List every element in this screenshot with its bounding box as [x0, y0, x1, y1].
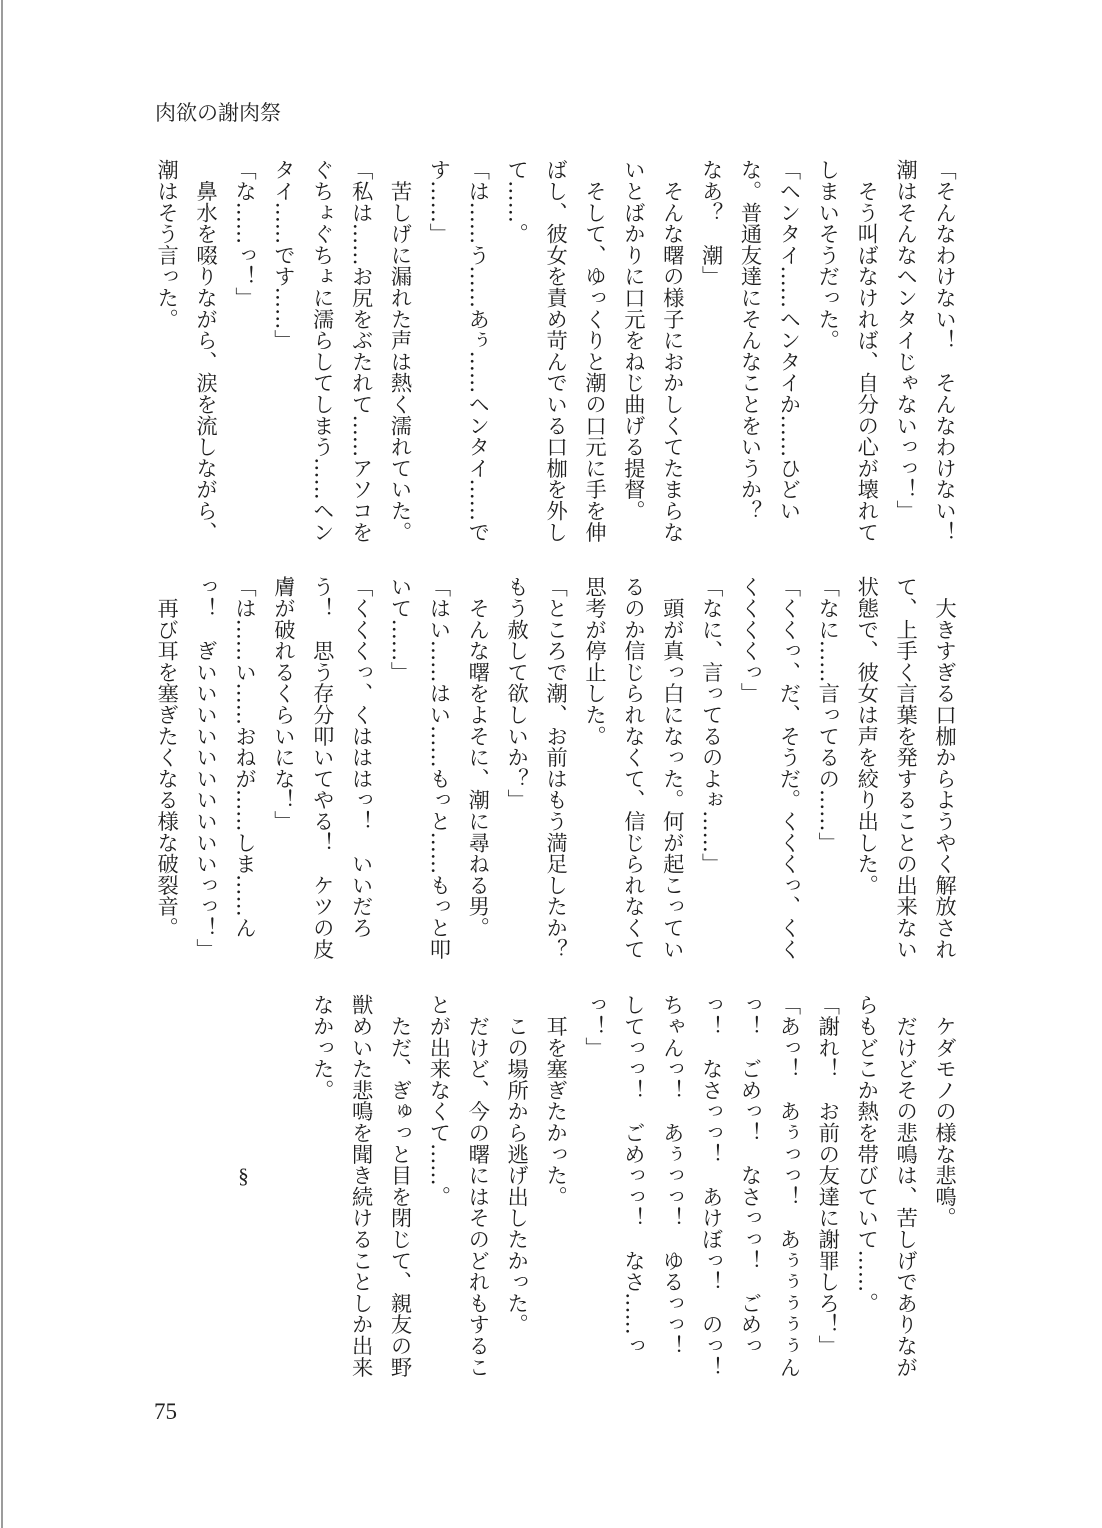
text-column: 再び耳を塞ぎたくなる様な破裂音。	[153, 576, 179, 939]
text-column: っ！」	[581, 994, 607, 1058]
text-column: っ！ なさっっ！ あけぼっ！ のっ！	[698, 994, 724, 1378]
text-column: 獣めいた悲鳴を聞き続けることしか出来	[348, 994, 374, 1378]
text-column: っ！ ごめっ！ なさっっ！ ごめっ	[737, 994, 763, 1357]
text-column: 「私は……お尻をぶたれて……アソコを	[348, 159, 374, 543]
text-column: とが出来なくて……。	[425, 994, 451, 1207]
text-column: 「なに……言ってるの……」	[814, 576, 840, 853]
text-column: ぐちょぐちょに濡らしてしまう……ヘン	[309, 159, 335, 543]
text-column: なあ？ 潮」	[698, 159, 724, 287]
text-column: るのか信じられなくて、信じられなくて	[620, 576, 646, 960]
text-column: そんな曙の様子におかしくてたまらな	[659, 159, 685, 543]
text-column: いて……」	[387, 576, 413, 683]
text-column: そして、ゆっくりと潮の口元に手を伸	[581, 159, 607, 543]
text-column: もう赦して欲しいか？」	[503, 576, 529, 811]
text-column: 「くくっ、だ、そうだ。くくくっ、くく	[775, 576, 801, 960]
text-column: ばし、彼女を責め苛んでいる口枷を外し	[542, 159, 568, 543]
text-column: 耳を塞ぎたかった。	[542, 994, 568, 1207]
text-column: 大きすぎる口枷からようやく解放され	[931, 576, 957, 960]
text-column: っ！ ぎいいいいいいいいいいっっ！」	[192, 576, 218, 960]
text-column: て、上手く言葉を発することの出来ない	[892, 576, 918, 960]
text-column: してっっ！ ごめっっ！ なさ……っ	[620, 994, 646, 1357]
text-tier-3	[146, 994, 963, 1378]
text-column: 膚が破れるくらいにな！」	[270, 576, 296, 832]
text-column: 鼻水を啜りながら、涙を流しながら、	[192, 159, 218, 543]
text-column: な。普通友達にそんなことをいうか？	[737, 159, 763, 522]
text-column: だけどその悲鳴は、苦しげでありなが	[892, 994, 918, 1378]
text-column: 苦しげに漏れた声は熱く濡れていた。	[387, 159, 413, 543]
text-column: す……」	[425, 159, 451, 245]
text-column: ちゃんっ！ あぅっっ！ ゆるっっ！	[659, 994, 685, 1357]
text-column: 潮はそう言った。	[153, 159, 179, 330]
section-break-mark: §	[231, 1164, 256, 1189]
text-column: ケダモノの様な悲鳴。	[931, 994, 957, 1229]
text-column: う！ 思う存分叩いてやる！ ケツの皮	[309, 576, 335, 960]
text-column: て……。	[503, 159, 529, 245]
text-column: 「あっ！ あぅっっ！ あぅぅぅぅぅん	[775, 994, 801, 1378]
text-column: この場所から逃げ出したかった。	[503, 994, 529, 1335]
text-column: らもどこか熱を帯びていて……。	[853, 994, 879, 1314]
text-column: 思考が停止した。	[581, 576, 607, 747]
text-column: 「は……う……あぅ……ヘンタイ……で	[464, 159, 490, 543]
text-column: 「なに、言ってるのよぉ……」	[698, 576, 724, 875]
text-column: しまいそうだった。	[814, 159, 840, 351]
text-column: ただ、ぎゅっと目を閉じて、親友の野	[387, 994, 413, 1378]
text-column: 「そんなわけない！ そんなわけない！	[931, 159, 957, 543]
text-column: 潮はそんなヘンタイじゃないっっ！」	[892, 159, 918, 522]
text-column: 「はい……はい……もっと……もっと叩	[425, 576, 451, 960]
text-column: タイ……です……」	[270, 159, 296, 351]
text-column: 状態で、彼女は声を絞り出した。	[853, 576, 879, 896]
page-edge-border	[1, 0, 3, 1528]
text-column: 「は……い……おねが……しま……ん	[231, 576, 257, 939]
text-column: くくくくっ」	[737, 576, 763, 704]
page-number: 75	[154, 1399, 177, 1424]
text-column: 「な……っ！」	[231, 159, 257, 309]
text-column: 「くくくっ、くはははっ！ いいだろ	[348, 576, 374, 939]
text-column: 「ところで潮、お前はもう満足したか？	[542, 576, 568, 960]
running-title: 肉欲の謝肉祭	[155, 101, 281, 125]
text-column: 「謝れ！ お前の友達に謝罪しろ！」	[814, 994, 840, 1357]
text-column: そんな曙をよそに、潮に尋ねる男。	[464, 576, 490, 939]
text-tier-1	[146, 159, 963, 543]
text-column: だけど、今の曙にはそのどれもするこ	[464, 994, 490, 1378]
text-column: 頭が真っ白になった。何が起こってい	[659, 576, 685, 960]
text-column: 「ヘンタイ……ヘンタイか……ひどい	[775, 159, 801, 522]
text-column: なかった。	[309, 994, 335, 1101]
text-tier-2	[146, 576, 963, 960]
text-column: そう叫ばなければ、自分の心が壊れて	[853, 159, 879, 543]
blank-column	[262, 994, 301, 1378]
text-column: いとばかりに口元をねじ曲げる提督。	[620, 159, 646, 522]
